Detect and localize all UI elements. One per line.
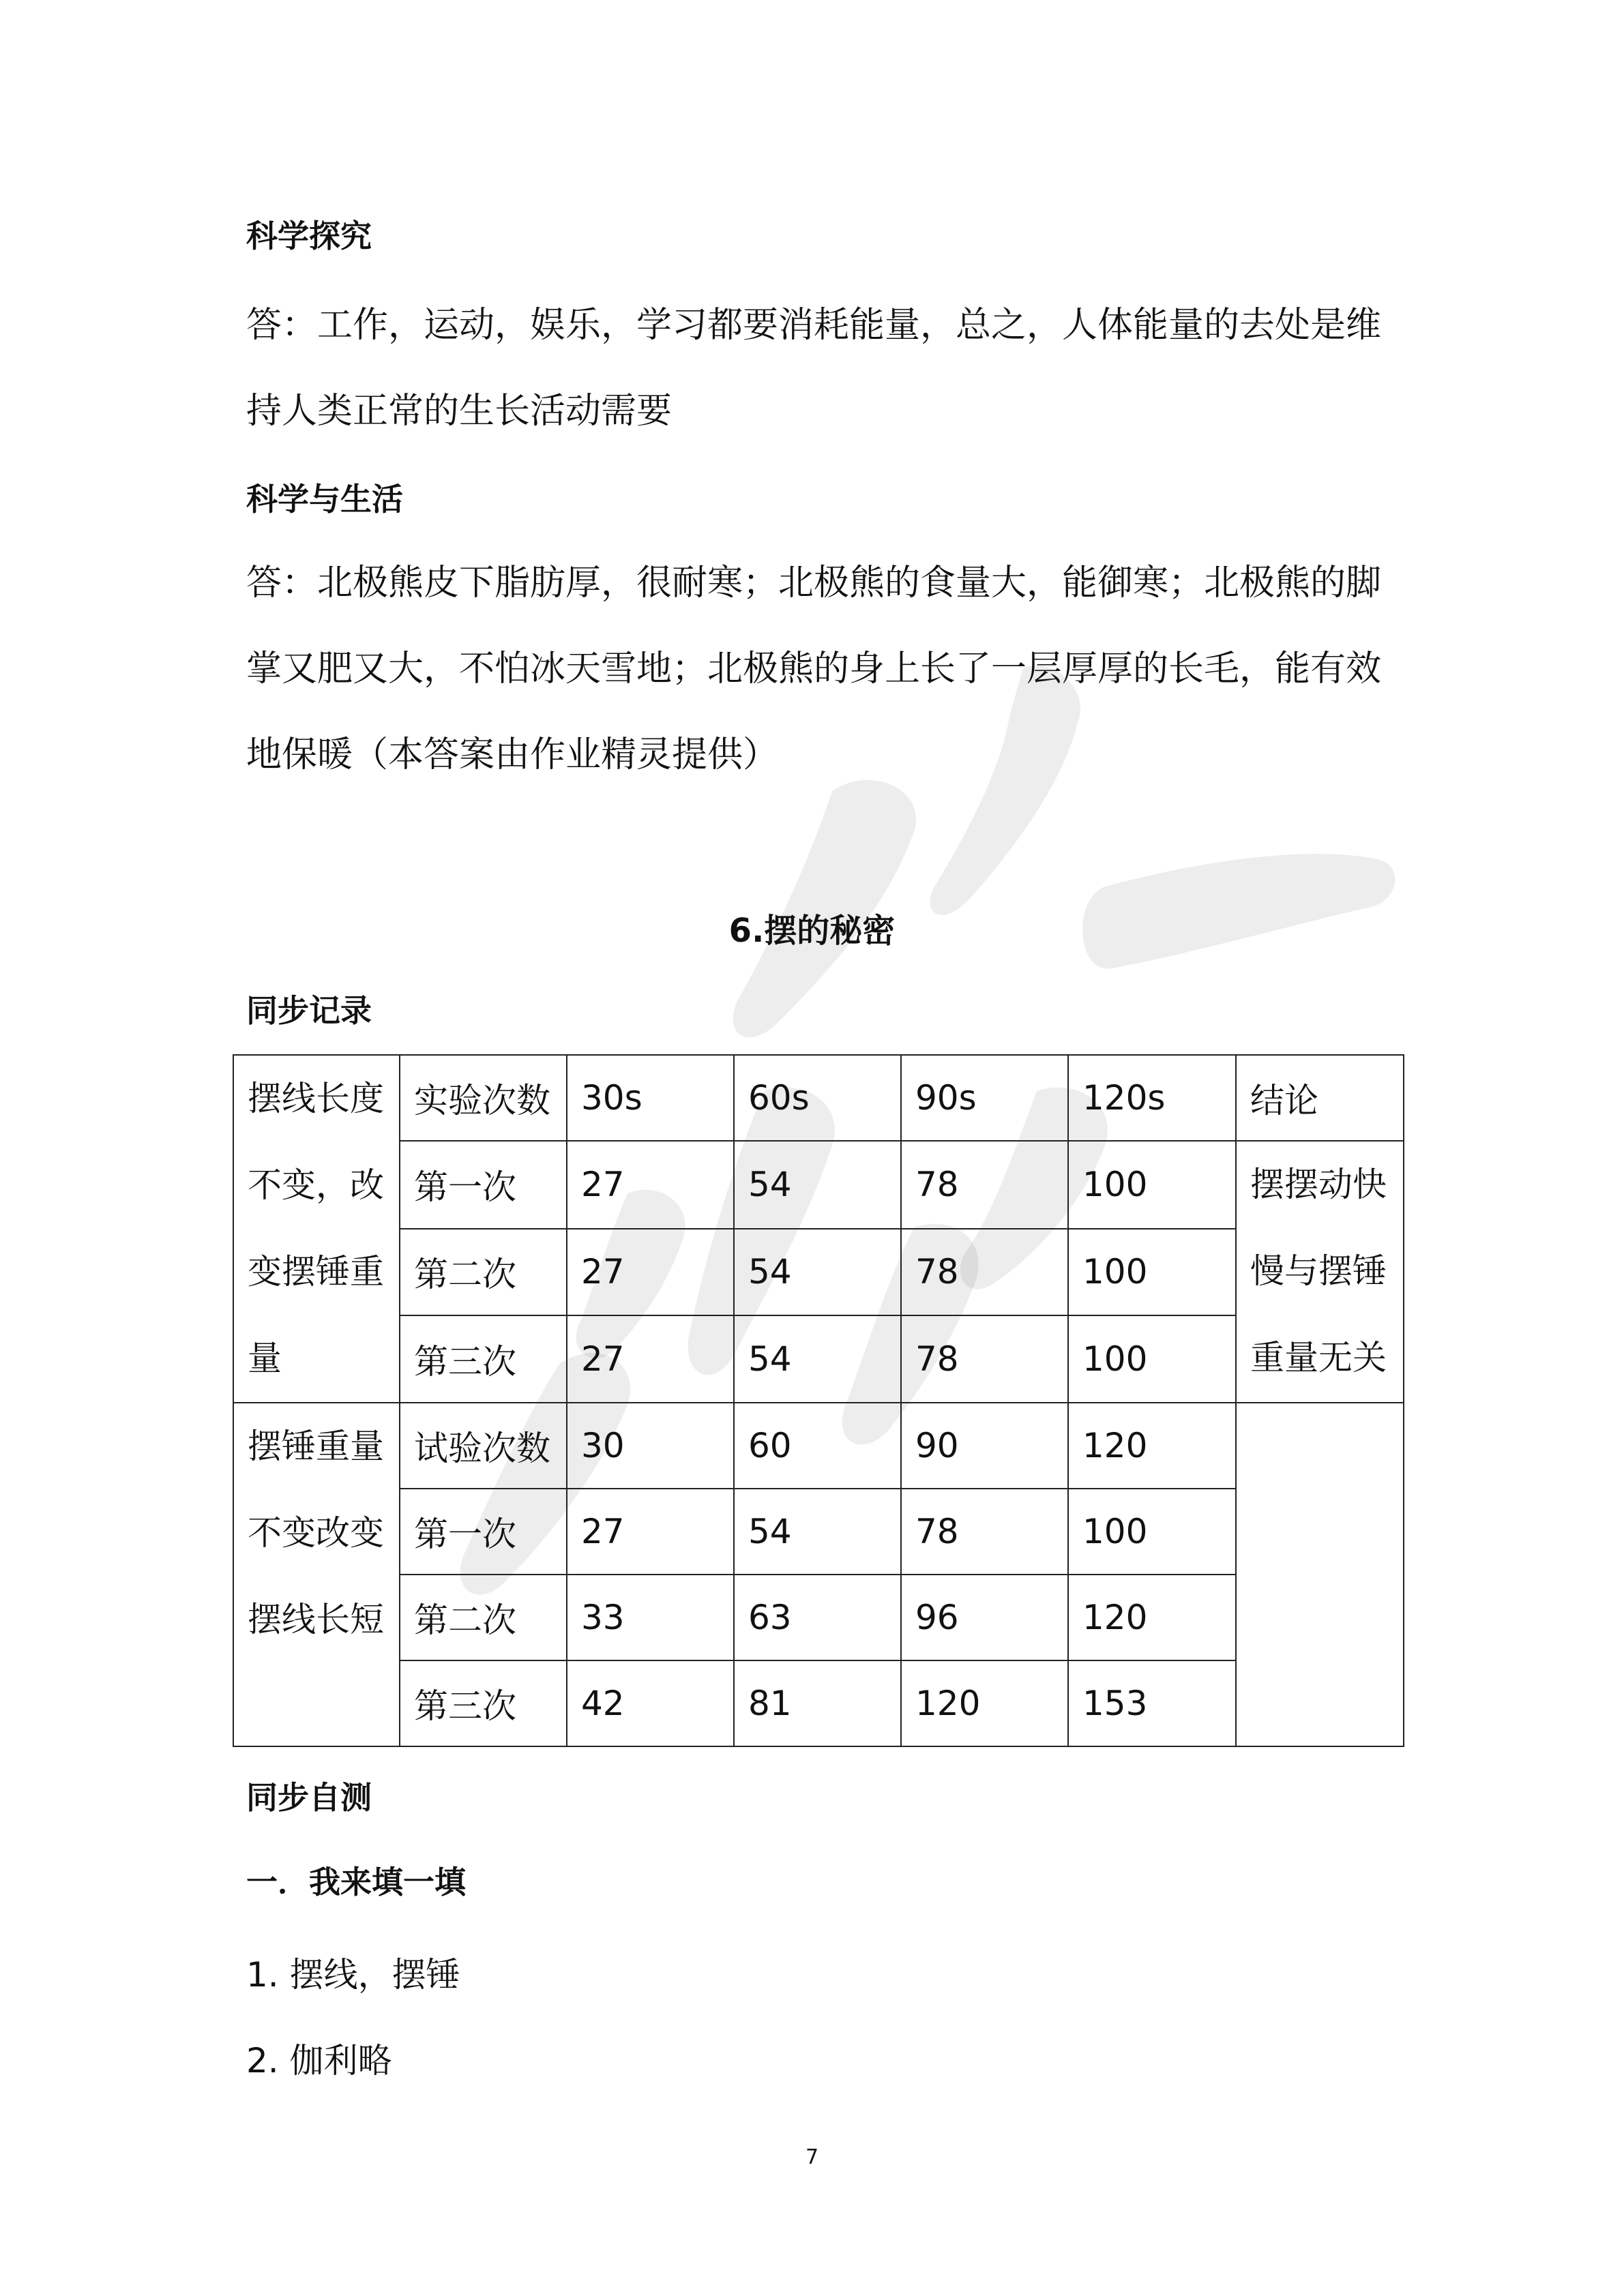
section-title-science-inquiry: 科学探究: [246, 218, 372, 254]
table-cell: 第二次: [400, 1229, 567, 1316]
table-cell: 试验次数: [400, 1403, 567, 1489]
table-cell: 42: [567, 1660, 734, 1746]
table-cell: 60: [734, 1403, 901, 1489]
section-answer-science-inquiry: 答：工作，运动，娱乐，学习都要消耗能量，总之，人体能量的去处是维持人类正常的生长活动需要: [246, 305, 1382, 432]
table-cell: 第一次: [400, 1489, 567, 1575]
table-cell: 90s: [901, 1055, 1068, 1141]
table-cell: 27: [567, 1141, 734, 1229]
chapter-title: 6.摆的秘密: [728, 912, 896, 950]
table-cell: 54: [734, 1315, 901, 1403]
table-cell: 78: [901, 1315, 1068, 1403]
experiment-table: [233, 1054, 1404, 1747]
sync-test-heading: 同步自测: [246, 1779, 372, 1816]
empty-conclusion-cell: [1236, 1403, 1404, 1746]
table-cell: 90: [901, 1403, 1068, 1489]
group1-label: 摆线长度不变，改变摆锤重量: [233, 1055, 400, 1403]
conclusion-header: 结论: [1236, 1055, 1404, 1141]
section-answer-science-life: 答：北极熊皮下脂肪厚，很耐寒；北极熊的食量大，能御寒；北极熊的脚掌又肥又大，不怕冰天雪地；北极熊的身上长了一层厚厚的长毛，能有效地保暖（本答案由作业精灵提供）: [246, 563, 1382, 775]
table-cell: 100: [1068, 1141, 1236, 1229]
table-cell: 30: [567, 1403, 734, 1489]
table-cell: 33: [567, 1575, 734, 1660]
table-cell: 96: [901, 1575, 1068, 1660]
fill-in-heading: 一．我来填一填: [246, 1864, 466, 1900]
table-cell: 78: [901, 1489, 1068, 1575]
table-cell: 100: [1068, 1315, 1236, 1403]
table-cell: 63: [734, 1575, 901, 1660]
table-cell: 54: [734, 1489, 901, 1575]
table-row: [233, 1055, 1404, 1141]
fill-item-1: 1. 摆线，摆锤: [246, 1955, 460, 1995]
table-cell: 第一次: [400, 1141, 567, 1229]
page-number: 7: [805, 2145, 819, 2169]
fill-item-2: 2. 伽利略: [246, 2041, 392, 2081]
table-cell: 54: [734, 1141, 901, 1229]
table-cell: 78: [901, 1141, 1068, 1229]
table-cell: 100: [1068, 1489, 1236, 1575]
section-title-science-life: 科学与生活: [246, 481, 403, 518]
conclusion-text: 摆摆动快慢与摆锤重量无关: [1236, 1141, 1404, 1403]
table-cell: 27: [567, 1489, 734, 1575]
table-cell: 81: [734, 1660, 901, 1746]
table-cell: 30s: [567, 1055, 734, 1141]
table-cell: 153: [1068, 1660, 1236, 1746]
table-cell: 120: [901, 1660, 1068, 1746]
table-row: [233, 1403, 1404, 1489]
table-cell: 100: [1068, 1229, 1236, 1316]
table-cell: 实验次数: [400, 1055, 567, 1141]
table-cell: 78: [901, 1229, 1068, 1316]
table-cell: 第三次: [400, 1660, 567, 1746]
table-cell: 54: [734, 1229, 901, 1316]
table-cell: 120: [1068, 1403, 1236, 1489]
table-cell: 第二次: [400, 1575, 567, 1660]
table-cell: 第三次: [400, 1315, 567, 1403]
table-row: [233, 1315, 1404, 1403]
sync-record-heading: 同步记录: [246, 992, 372, 1029]
table-cell: 27: [567, 1315, 734, 1403]
table-row: [233, 1575, 1404, 1660]
table-row: [233, 1141, 1404, 1229]
table-row: [233, 1489, 1404, 1575]
table-cell: 120: [1068, 1575, 1236, 1660]
group2-label: 摆锤重量不变改变摆线长短: [233, 1403, 400, 1746]
table-row: [233, 1229, 1404, 1316]
table-cell: 120s: [1068, 1055, 1236, 1141]
table-row: [233, 1660, 1404, 1746]
table-cell: 60s: [734, 1055, 901, 1141]
table-cell: 27: [567, 1229, 734, 1316]
